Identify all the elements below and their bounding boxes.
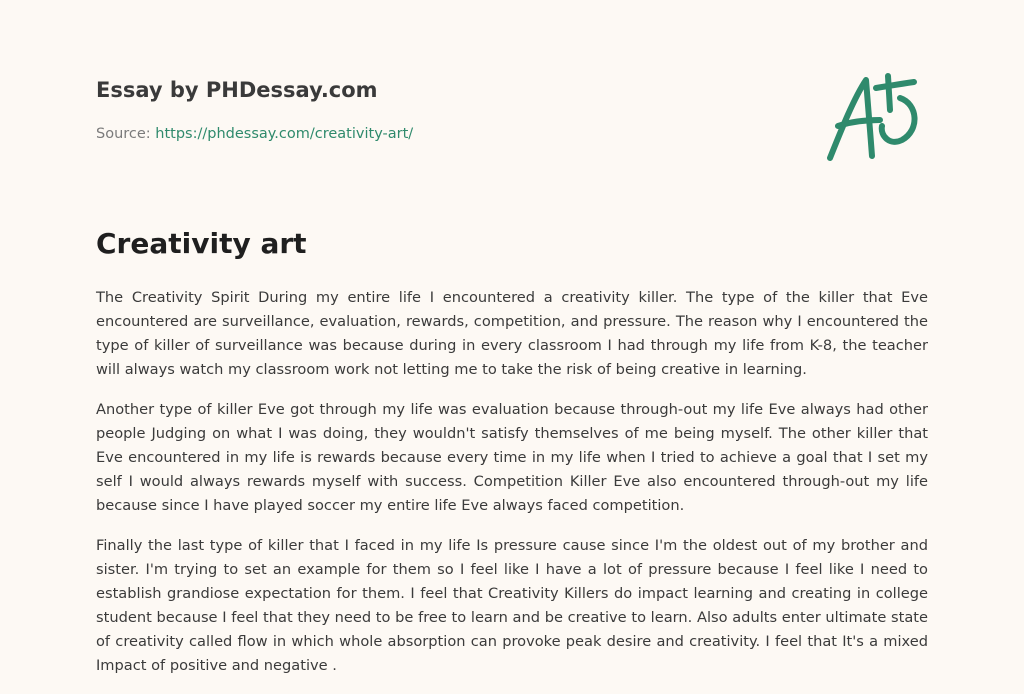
essay-paragraph: Another type of killer Eve got through my life was evaluation because through-out my life Eve always had other people Judging on what I was doing, they wouldn't satisfy themselves of me being myself. The other killer that Eve encountered in my life is rewards because every time in my life when I tried to achieve a goal that I set my self I would always rewards myself with success. Competition Killer Eve also encountered through-out my life because since I have played soccer my entire life Eve always faced competition. [96, 401, 928, 514]
essay-body [96, 286, 928, 694]
site-title: Essay by PHDessay.com [96, 78, 378, 102]
essay-title: Creativity art [96, 227, 307, 260]
essay-paragraph: The Creativity Spirit During my entire life I encountered a creativity killer. The type of the killer that Eve encountered are surveillance, evaluation, rewards, competition, and pressure. The reason why I encountered the type of killer of surveillance was because during in every classroom I had through my life from K-8, the teacher will always watch my classroom work not letting me to take the risk of being creative in learning. [96, 289, 928, 378]
source-link[interactable]: https://phdessay.com/creativity-art/ [155, 126, 414, 142]
source-line [96, 124, 413, 144]
source-label: Source: [96, 126, 151, 142]
essay-paragraph: Finally the last type of killer that I faced in my life Is pressure cause since I'm the oldest out of my brother and sister. I'm trying to set an example for them so I feel like I have a lot of pressure because I feel like I need to establish grandiose expectation for them. I feel that Creativity Killers do impact learning and creating in college student because I feel that they need to be free to learn and be creative to learn. Also adults enter ultimate state of creativity called flow in which whole absorption can provoke peak desire and creativity. I feel that It's a mixed Impact of positive and negative . [96, 537, 928, 674]
a-plus-grade-icon [820, 68, 930, 164]
